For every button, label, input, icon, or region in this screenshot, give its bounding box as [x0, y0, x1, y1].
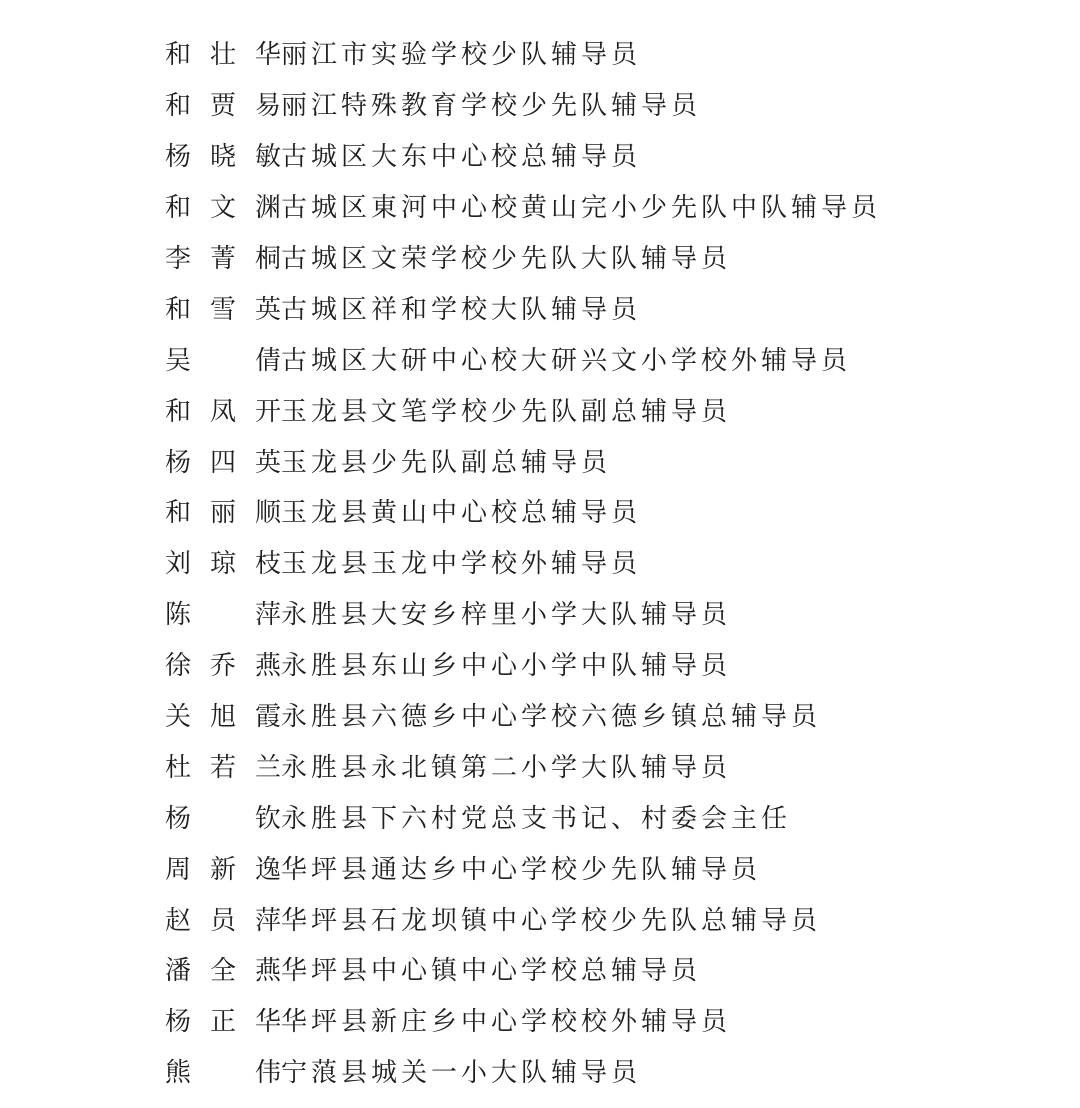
list-item	[165, 692, 881, 743]
person-name: 和凤开	[165, 396, 281, 427]
list-item	[165, 742, 881, 793]
person-role: 华坪县中心镇中心学校总辅导员	[281, 956, 702, 987]
list-item	[165, 30, 881, 81]
person-name: 熊 伟	[165, 1058, 281, 1089]
list-item	[165, 895, 881, 946]
person-name: 和壮华	[165, 40, 281, 71]
person-role: 丽江特殊教育学校少先队辅导员	[281, 91, 702, 122]
person-name: 杨正华	[165, 1007, 281, 1038]
person-role: 永胜县大安乡梓里小学大队辅导员	[281, 600, 732, 631]
list-item	[165, 132, 881, 183]
person-role: 永胜县六德乡中心学校六德乡镇总辅导员	[281, 702, 822, 733]
person-name: 关旭霞	[165, 702, 281, 733]
person-name: 和丽顺	[165, 498, 281, 529]
list-item	[165, 183, 881, 234]
person-role: 华坪县通达乡中心学校少先队辅导员	[281, 854, 762, 885]
list-item	[165, 284, 881, 335]
person-name: 陈 萍	[165, 600, 281, 631]
person-role: 古城区祥和学校大队辅导员	[281, 294, 642, 325]
person-name: 杜若兰	[165, 752, 281, 783]
person-role: 古城区大东中心校总辅导员	[281, 142, 642, 173]
list-item	[165, 81, 881, 132]
person-role: 永胜县永北镇第二小学大队辅导员	[281, 752, 732, 783]
person-name: 杨四英	[165, 447, 281, 478]
person-name: 杨晓敏	[165, 142, 281, 173]
person-name: 赵员萍	[165, 905, 281, 936]
person-role: 古城区大研中心校大研兴文小学校外辅导员	[281, 345, 852, 376]
person-role: 玉龙县少先队副总辅导员	[281, 447, 612, 478]
person-name: 吴 倩	[165, 345, 281, 376]
person-role: 玉龙县黄山中心校总辅导员	[281, 498, 642, 529]
list-item	[165, 335, 881, 386]
person-role: 华坪县石龙坝镇中心学校少先队总辅导员	[281, 905, 822, 936]
person-role: 古城区東河中心校黄山完小少先队中队辅导员	[281, 193, 882, 224]
list-item	[165, 488, 881, 539]
list-item	[165, 386, 881, 437]
person-role: 玉龙县玉龙中学校外辅导员	[281, 549, 642, 580]
person-name: 周新逸	[165, 854, 281, 885]
person-role: 古城区文荣学校少先队大队辅导员	[281, 244, 732, 274]
person-name: 和贾易	[165, 91, 281, 122]
list-item	[165, 946, 881, 997]
person-name: 徐乔燕	[165, 651, 281, 682]
list-item	[165, 539, 881, 590]
list-item	[165, 844, 881, 895]
person-name: 和文渊	[165, 193, 281, 224]
person-name: 李菁桐	[165, 244, 281, 274]
list-item	[165, 997, 881, 1048]
honoree-list	[165, 30, 881, 1099]
list-item	[165, 590, 881, 641]
person-role: 丽江市实验学校少队辅导员	[281, 40, 642, 71]
list-item	[165, 437, 881, 488]
person-role: 玉龙县文笔学校少先队副总辅导员	[281, 396, 732, 427]
person-name: 杨 钦	[165, 803, 281, 834]
list-item	[165, 641, 881, 692]
person-role: 永胜县下六村党总支书记、村委会主任	[281, 803, 792, 834]
person-name: 和雪英	[165, 294, 281, 325]
person-name: 潘全燕	[165, 956, 281, 987]
person-role: 宁蒗县城关一小大队辅导员	[281, 1058, 642, 1089]
list-item	[165, 1048, 881, 1099]
person-name: 刘琼枝	[165, 549, 281, 580]
list-item	[165, 793, 881, 844]
list-item	[165, 234, 881, 285]
person-role: 永胜县东山乡中心小学中队辅导员	[281, 651, 732, 682]
person-role: 华坪县新庄乡中心学校校外辅导员	[281, 1007, 732, 1038]
